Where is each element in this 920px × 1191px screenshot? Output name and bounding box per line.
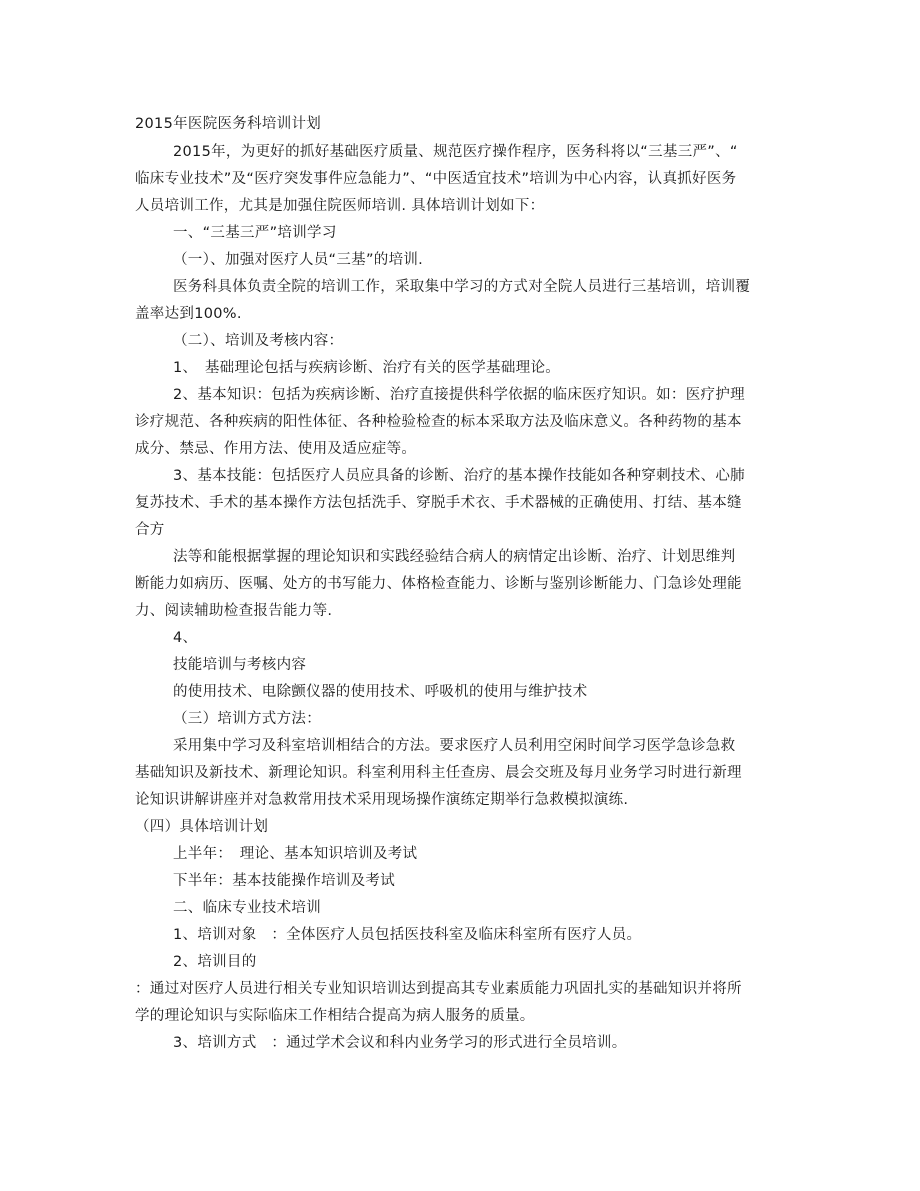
sub2-item3-line: 复苏技术、手术的基本操作方法包括洗手、穿脱手术衣、手术器械的正确使用、打结、基本缝 (135, 495, 742, 511)
sub2-item4-body: 的使用技术、电除颤仪器的使用技术、呼吸机的使用与维护技术 (173, 684, 588, 700)
section2-item3: 3、培训方式 ：通过学术会议和科内业务学习的形式进行全员培训。 (173, 1035, 627, 1051)
sub2-item2-line: 成分、禁忌、作用方法、使用及适应症等。 (135, 441, 417, 457)
intro-line: 2015年，为更好的抓好基础医疗质量、规范医疗操作程序，医务科将以“三基三严”、“ (173, 144, 738, 160)
section2-item2-body-line: ：通过对医疗人员进行相关专业知识培训达到提高其专业素质能力巩固扎实的基础知识并将所 (135, 981, 742, 997)
sub2-item4-number: 4、 (173, 630, 198, 646)
section2-item2-heading: 2、培训目的 (173, 954, 257, 970)
sub1-heading: （一）、加强对医疗人员“三基”的培训. (173, 252, 424, 268)
section2-item2-body-line: 学的理论知识与实际临床工作相结合提高为病人服务的质量。 (135, 1008, 535, 1024)
sub1-body-line: 盖率达到100%. (135, 306, 242, 322)
sub3-body-line: 基础知识及新技术、新理论知识。科室利用科主任查房、晨会交班及每月业务学习时进行新理 (135, 765, 742, 781)
sub3-body-line: 采用集中学习及科室培训相结合的方法。要求医疗人员利用空闲时间学习医学急诊急救 (173, 738, 736, 754)
section1-heading: 一、“三基三严”培训学习 (173, 225, 337, 241)
sub2-item1: 1、 基础理论包括与疾病诊断、治疗有关的医学基础理论。 (173, 360, 561, 376)
sub2-item2-line: 诊疗规范、各种疾病的阳性体征、各种检验检查的标本采取方法及临床意义。各种药物的基本 (135, 414, 742, 430)
sub2-item3-cont-line: 法等和能根据掌握的理论知识和实践经验结合病人的病情定出诊断、治疗、计划思维判 (173, 549, 736, 565)
intro-line: 临床专业技术”及“医疗突发事件应急能力”、“中医适宜技术”培训为中心内容，认真抓好医务 (135, 171, 737, 187)
sub2-item2-line: 2、基本知识：包括为疾病诊断、治疗直接提供科学依据的临床医疗知识。如：医疗护理 (173, 387, 745, 403)
sub1-body-line: 医务科具体负责全院的培训工作，采取集中学习的方式对全院人员进行三基培训，培训覆 (173, 279, 751, 295)
sub2-item3-cont-line: 力、阅读辅助检查报告能力等. (135, 603, 333, 619)
sub3-heading: （三）培训方式方法： (173, 711, 321, 727)
sub2-heading: （二）、培训及考核内容： (173, 333, 344, 349)
sub2-item4-heading: 技能培训与考核内容 (173, 657, 307, 673)
sub2-item3-line: 3、基本技能：包括医疗人员应具备的诊断、治疗的基本操作技能如各种穿刺技术、心肺 (173, 468, 745, 484)
sub2-item3-line: 合方 (135, 522, 165, 538)
section2-heading: 二、临床专业技术培训 (173, 900, 321, 916)
section2-item1: 1、培训对象 ：全体医疗人员包括医技科室及临床科室所有医疗人员。 (173, 927, 642, 943)
document-title: 2015年医院医务科培训计划 (135, 116, 322, 132)
intro-line: 人员培训工作，尤其是加强住院医师培训. 具体培训计划如下： (135, 198, 545, 214)
sub2-item3-cont-line: 断能力如病历、医嘱、处方的书写能力、体格检查能力、诊断与鉴别诊断能力、门急诊处理能 (135, 576, 742, 592)
sub4-first-half: 上半年： 理论、基本知识培训及考试 (173, 846, 418, 862)
sub4-second-half: 下半年：基本技能操作培训及考试 (173, 873, 395, 889)
sub3-body-line: 论知识讲解讲座并对急救常用技术采用现场操作演练定期举行急救模拟演练. (135, 792, 629, 808)
sub4-heading: （四）具体培训计划 (135, 819, 269, 835)
